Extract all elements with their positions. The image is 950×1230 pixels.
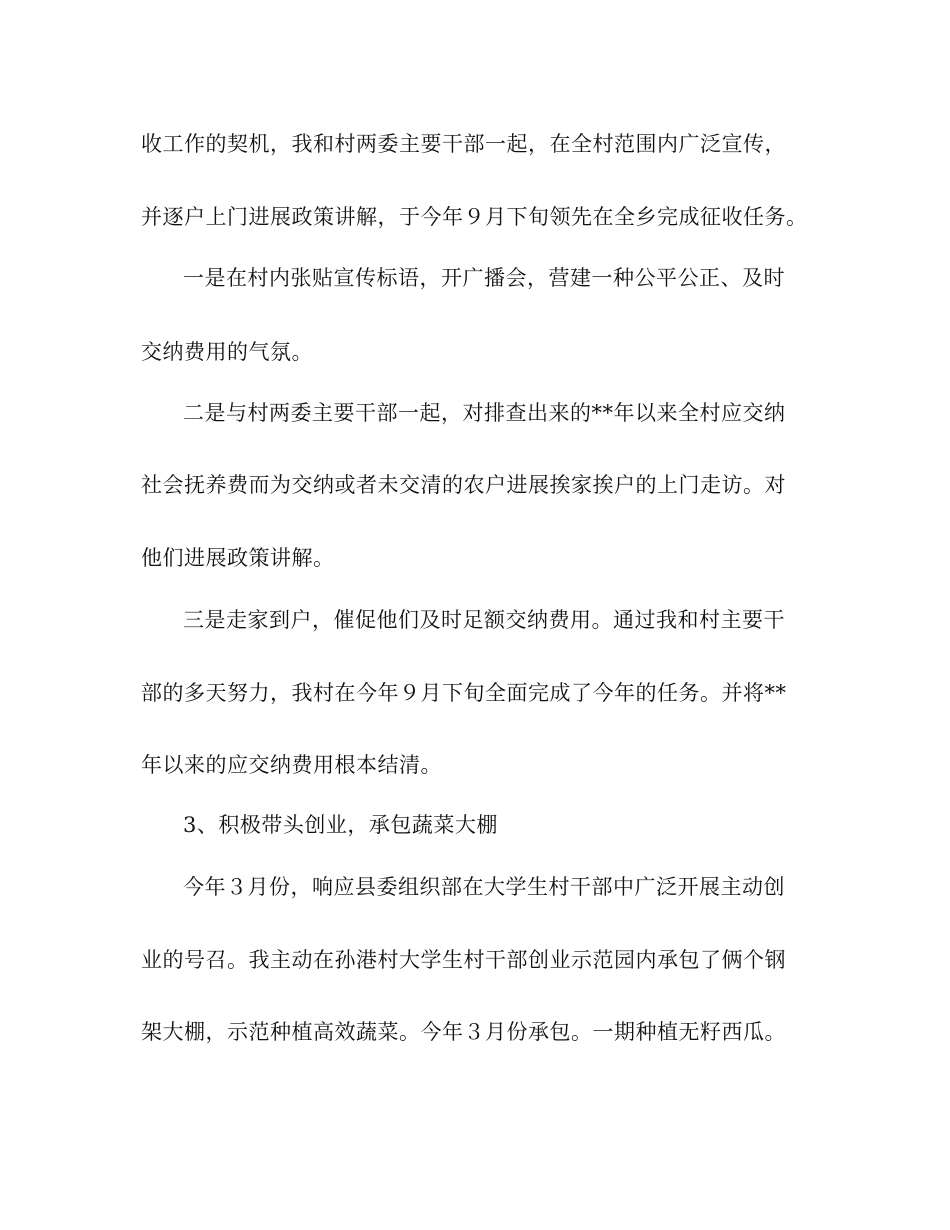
paragraph-line: 他们进展政策讲解。 — [141, 546, 335, 570]
paragraph-line: 业的号召。我主动在孙港村大学生村干部创业示范园内承包了俩个钢 — [141, 948, 786, 972]
section-heading: 3、积极带头创业，承包蔬菜大棚 — [183, 813, 498, 837]
paragraph-line: 部的多天努力，我村在今年９月下旬全面完成了今年的任务。并将** — [141, 681, 787, 705]
paragraph-line: 二是与村两委主要干部一起，对排查出来的**年以来全村应交纳 — [183, 401, 786, 425]
paragraph-line: 社会抚养费而为交纳或者未交清的农户进展挨家挨户的上门走访。对 — [141, 473, 786, 497]
paragraph-line: 收工作的契机，我和村两委主要干部一起，在全村范围内广泛宣传， — [141, 132, 786, 156]
paragraph-line: 一是在村内张贴宣传标语，开广播会，营建一种公平公正、及时 — [183, 266, 785, 290]
paragraph-line: 年以来的应交纳费用根本结清。 — [141, 753, 442, 777]
paragraph-line: 今年３月份，响应县委组织部在大学生村干部中广泛开展主动创 — [183, 875, 785, 899]
paragraph-line: 并逐户上门进展政策讲解，于今年９月下旬领先在全乡完成征收任务。 — [141, 205, 808, 229]
paragraph-line: 架大棚，示范种植高效蔬菜。今年３月份承包。一期种植无籽西瓜。 — [141, 1020, 786, 1044]
paragraph-line: 三是走家到户，催促他们及时足额交纳费用。通过我和村主要干 — [183, 608, 785, 632]
paragraph-line: 交纳费用的气氛。 — [141, 340, 313, 364]
